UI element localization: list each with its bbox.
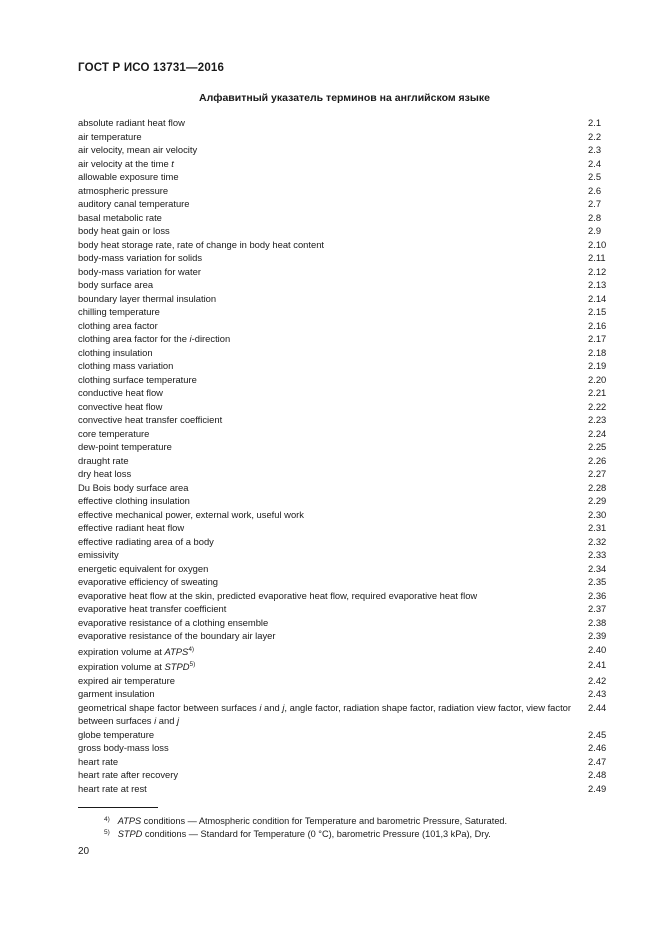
index-entry bbox=[78, 238, 610, 252]
index-entry bbox=[78, 116, 610, 130]
index-ref-number: 2.48 bbox=[588, 769, 607, 781]
index-entry bbox=[78, 373, 610, 387]
index-ref-number: 2.35 bbox=[588, 576, 607, 587]
index-term: evaporative resistance of a clothing ensemble bbox=[78, 616, 269, 628]
index-term: heart rate at rest bbox=[78, 782, 147, 794]
index-ref-number: 2.32 bbox=[588, 535, 607, 547]
index-entry bbox=[78, 454, 610, 468]
index-entry bbox=[78, 265, 610, 279]
index-ref-number: 2.13 bbox=[588, 279, 607, 290]
index-entry bbox=[78, 562, 610, 576]
index-ref-number: 2.39 bbox=[588, 630, 607, 641]
index-entry bbox=[78, 768, 610, 782]
index-entry bbox=[78, 359, 610, 373]
index-term: expiration volume at ATPS$^{4)}$ bbox=[78, 645, 195, 657]
index-entry bbox=[78, 292, 610, 306]
index-term: body surface area bbox=[78, 279, 154, 290]
index-entry bbox=[78, 629, 610, 643]
index-term: auditory canal temperature bbox=[78, 198, 190, 209]
index-term: air velocity at the time t bbox=[78, 157, 174, 169]
index-entry bbox=[78, 481, 610, 495]
index-entry bbox=[78, 197, 610, 211]
index-term: body-mass variation for water bbox=[78, 265, 201, 277]
index-ref-number: 2.23 bbox=[588, 414, 607, 425]
index-ref-number: 2.44 bbox=[588, 701, 607, 713]
index-ref-number: 2.8 bbox=[588, 211, 602, 223]
index-entry bbox=[78, 319, 610, 333]
index-term: clothing area factor for the i-direction bbox=[78, 333, 231, 344]
index-entry bbox=[78, 616, 610, 630]
index-ref-number: 2.31 bbox=[588, 522, 607, 533]
index-entry bbox=[78, 575, 610, 589]
index-entry bbox=[78, 143, 610, 157]
footnote-divider bbox=[78, 807, 158, 808]
index-ref-number: 2.43 bbox=[588, 688, 607, 700]
index-term: effective mechanical power, external work, useful work bbox=[78, 508, 304, 520]
index-ref-number: 2.2 bbox=[588, 130, 602, 142]
index-ref-number: 2.9 bbox=[588, 225, 602, 236]
index-entry bbox=[78, 589, 610, 603]
index-term: conductive heat flow bbox=[78, 387, 163, 398]
index-entry bbox=[78, 701, 610, 728]
index-term: expired air temperature bbox=[78, 674, 175, 686]
index-entry bbox=[78, 674, 610, 688]
index-term: convective heat transfer coefficient bbox=[78, 414, 223, 425]
index-title: Алфавитный указатель терминов на английском языке bbox=[199, 92, 490, 104]
index-term: basal metabolic rate bbox=[78, 211, 162, 223]
index-ref-number: 2.27 bbox=[588, 468, 607, 479]
index-ref-number: 2.45 bbox=[588, 728, 607, 740]
index-entry bbox=[78, 548, 610, 562]
index-ref-number: 2.10 bbox=[588, 238, 607, 250]
index-entry bbox=[78, 278, 610, 292]
index-ref-number: 2.3 bbox=[588, 144, 602, 155]
index-term: air temperature bbox=[78, 130, 142, 142]
index-entry bbox=[78, 521, 610, 535]
index-ref-number: 2.36 bbox=[588, 589, 607, 601]
index-entry bbox=[78, 346, 610, 360]
index-ref-number: 2.33 bbox=[588, 549, 607, 560]
index-ref-number: 2.41 bbox=[588, 659, 607, 671]
index-term: clothing surface temperature bbox=[78, 373, 197, 385]
index-term: allowable exposure time bbox=[78, 171, 179, 182]
index-ref-number: 2.47 bbox=[588, 755, 607, 767]
index-term: body heat storage rate, rate of change in body heat content bbox=[78, 238, 325, 250]
index-term: body heat gain or loss bbox=[78, 225, 170, 236]
index-ref-number: 2.5 bbox=[588, 171, 602, 182]
footnote-mark: 5) bbox=[104, 829, 110, 836]
index-ref-number: 2.20 bbox=[588, 373, 607, 385]
index-ref-number: 2.40 bbox=[588, 643, 607, 655]
index-term: draught rate bbox=[78, 454, 129, 466]
footnote-mark: 4) bbox=[104, 816, 110, 823]
index-term: body-mass variation for solids bbox=[78, 252, 203, 263]
footnote: 4) ATPS conditions — Atmospheric condition for Temperature and barometric Pressure, Saturated. bbox=[104, 816, 508, 826]
index-entry bbox=[78, 602, 610, 616]
index-term: globe temperature bbox=[78, 728, 155, 740]
index-entry bbox=[78, 184, 610, 198]
index-ref-number: 2.30 bbox=[588, 508, 607, 520]
index-ref-number: 2.15 bbox=[588, 306, 607, 317]
footnote: 5) STPD conditions — Standard for Temperature (0 °C), barometric Pressure (101,3 kPa), Dry. bbox=[104, 829, 491, 839]
index-term: clothing area factor bbox=[78, 319, 158, 331]
index-entry bbox=[78, 508, 610, 522]
index-entry bbox=[78, 400, 610, 414]
index-ref-number: 2.34 bbox=[588, 562, 607, 574]
index-ref-number: 2.12 bbox=[588, 265, 607, 277]
index-ref-number: 2.1 bbox=[588, 117, 602, 128]
index-entry bbox=[78, 440, 610, 454]
index-entry bbox=[78, 687, 610, 701]
index-entry bbox=[78, 305, 610, 319]
index-term: expiration volume at STPD$^{5)}$ bbox=[78, 661, 196, 673]
index-entry bbox=[78, 658, 610, 674]
index-ref-number: 2.16 bbox=[588, 319, 607, 331]
index-entry bbox=[78, 467, 610, 481]
index-ref-number: 2.4 bbox=[588, 157, 602, 169]
index-ref-number: 2.25 bbox=[588, 441, 607, 452]
index-ref-number: 2.37 bbox=[588, 603, 607, 614]
index-ref-number: 2.19 bbox=[588, 360, 607, 371]
index-term: heart rate bbox=[78, 755, 119, 767]
index-term: effective clothing insulation bbox=[78, 495, 190, 506]
index-ref-number: 2.28 bbox=[588, 481, 607, 493]
index-ref-number: 2.38 bbox=[588, 616, 607, 628]
index-term: clothing mass variation bbox=[78, 360, 174, 371]
index-entry bbox=[78, 386, 610, 400]
index-term: heart rate after recovery bbox=[78, 769, 179, 781]
index-ref-number: 2.6 bbox=[588, 184, 602, 196]
index-entry bbox=[78, 211, 610, 225]
index-entry bbox=[78, 535, 610, 549]
index-entry bbox=[78, 494, 610, 508]
index-term: clothing insulation bbox=[78, 346, 153, 358]
index-term: Du Bois body surface area bbox=[78, 481, 189, 493]
footnotes bbox=[104, 815, 604, 841]
index-entry bbox=[78, 170, 610, 184]
index-term: evaporative heat transfer coefficient bbox=[78, 603, 227, 614]
index-ref-number: 2.14 bbox=[588, 292, 607, 304]
index-term: effective radiant heat flow bbox=[78, 522, 185, 533]
index-ref-number: 2.49 bbox=[588, 782, 607, 794]
index-term: geometrical shape factor between surfaces i and j, angle factor, radiation shape factor, radiation view factor, view factor between surfaces i and j bbox=[78, 701, 572, 727]
index-term: core temperature bbox=[78, 427, 150, 439]
index-term: evaporative heat flow at the skin, predicted evaporative heat flow, required evaporative heat flow bbox=[78, 589, 478, 601]
index-term: gross body-mass loss bbox=[78, 742, 169, 754]
index-term: evaporative efficiency of sweating bbox=[78, 576, 219, 587]
index-ref-number: 2.42 bbox=[588, 674, 607, 686]
index-ref-number: 2.7 bbox=[588, 198, 602, 209]
index-ref-number: 2.29 bbox=[588, 495, 607, 506]
index-term: emissivity bbox=[78, 549, 119, 560]
index-term: dew-point temperature bbox=[78, 441, 172, 452]
index-term: energetic equivalent for oxygen bbox=[78, 562, 209, 574]
index-entry bbox=[78, 755, 610, 769]
index-term: chilling temperature bbox=[78, 306, 160, 317]
index-entry bbox=[78, 741, 610, 755]
index-ref-number: 2.22 bbox=[588, 400, 607, 412]
index-entry bbox=[78, 427, 610, 441]
index-ref-number: 2.21 bbox=[588, 387, 607, 398]
index-ref-number: 2.17 bbox=[588, 333, 607, 344]
index-term: boundary layer thermal insulation bbox=[78, 292, 217, 304]
index-term: evaporative resistance of the boundary air layer bbox=[78, 630, 276, 641]
index-ref-number: 2.24 bbox=[588, 427, 607, 439]
index-ref-number: 2.18 bbox=[588, 346, 607, 358]
index-ref-number: 2.26 bbox=[588, 454, 607, 466]
index-entry bbox=[78, 413, 610, 427]
index-entry bbox=[78, 643, 610, 659]
index-entry bbox=[78, 157, 610, 171]
index-entry bbox=[78, 224, 610, 238]
index-term: effective radiating area of a body bbox=[78, 535, 214, 547]
document-header: ГОСТ Р ИСО 13731—2016 bbox=[78, 62, 225, 74]
page-number: 20 bbox=[78, 846, 90, 857]
index-ref-number: 2.46 bbox=[588, 742, 607, 754]
index-entry bbox=[78, 782, 610, 796]
index-entry bbox=[78, 130, 610, 144]
index-list bbox=[78, 116, 610, 795]
index-entry bbox=[78, 332, 610, 346]
index-term: atmospheric pressure bbox=[78, 184, 169, 196]
index-entry bbox=[78, 251, 610, 265]
index-term: convective heat flow bbox=[78, 400, 163, 412]
index-entry bbox=[78, 728, 610, 742]
index-term: absolute radiant heat flow bbox=[78, 117, 185, 128]
index-term: air velocity, mean air velocity bbox=[78, 144, 198, 155]
index-ref-number: 2.11 bbox=[588, 252, 606, 263]
index-term: dry heat loss bbox=[78, 468, 132, 479]
index-term: garment insulation bbox=[78, 688, 155, 700]
